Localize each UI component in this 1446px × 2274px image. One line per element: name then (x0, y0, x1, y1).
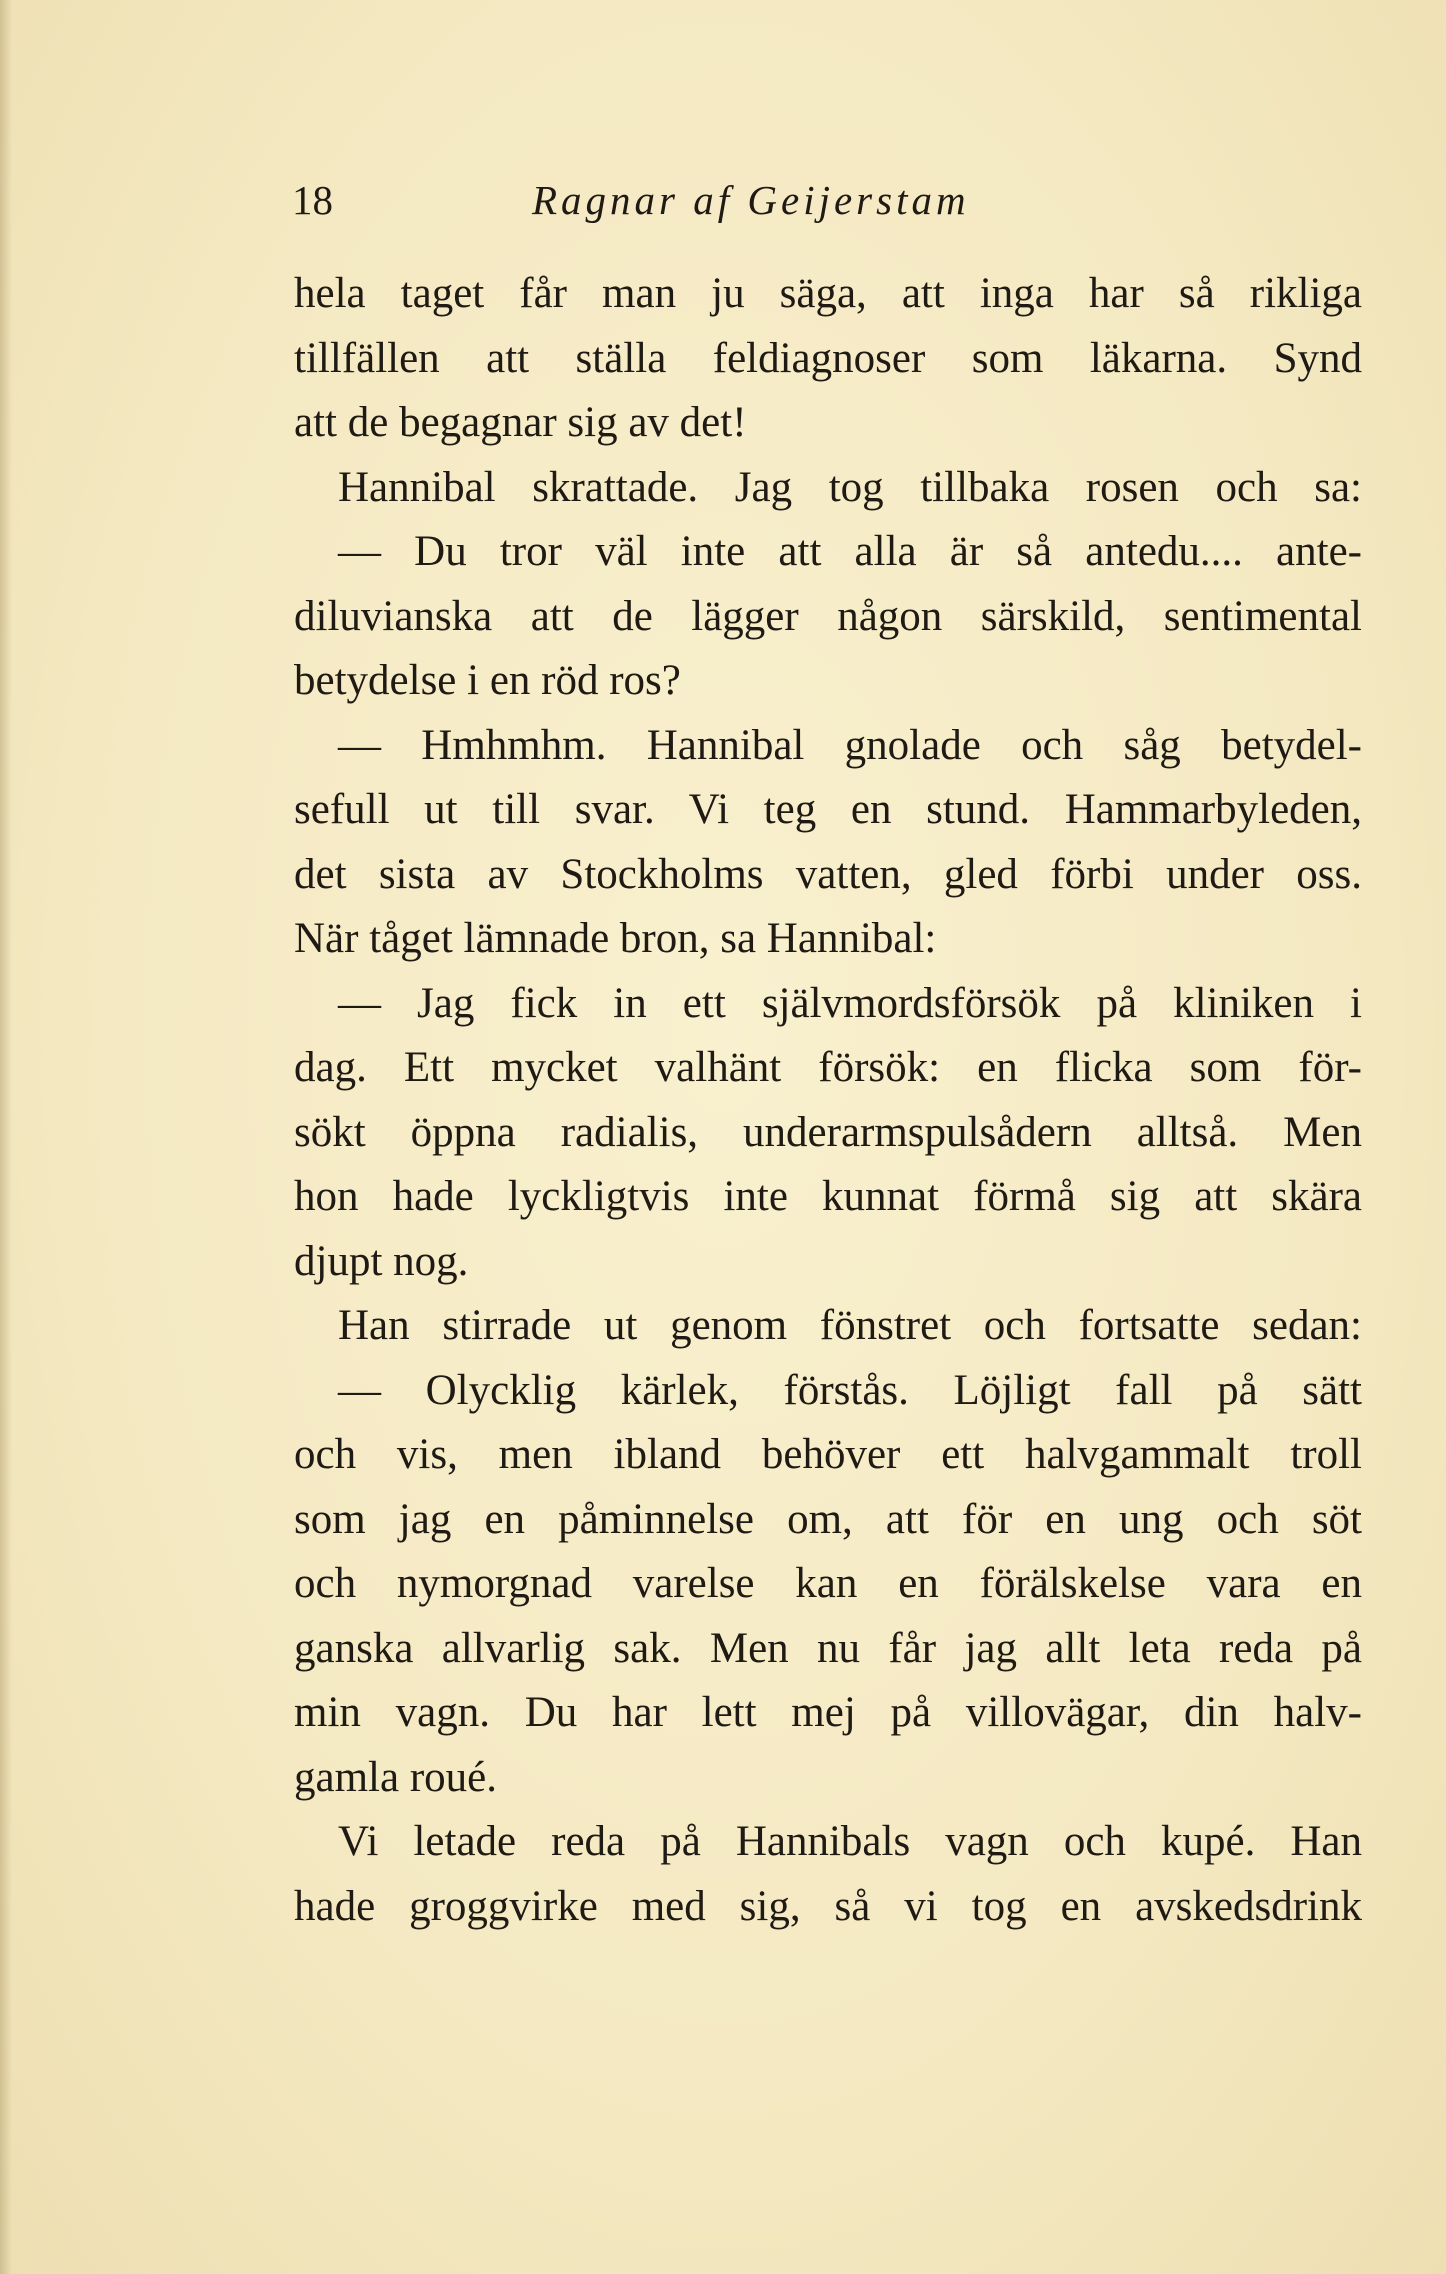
text-line: sökt öppna radialis, underarmspulsådern alltså. Men (294, 1108, 1362, 1156)
text-line: min vagn. Du har lett mej på villovägar, din halv- (294, 1689, 1362, 1736)
body-text (294, 262, 1362, 1939)
text-line: — Hmhmhm. Hannibal gnolade och såg betydel- (338, 721, 1362, 769)
text-line: att de begagnar sig av det! (294, 399, 747, 446)
text-line: djupt nog. (294, 1237, 469, 1285)
text-line: och vis, men ibland behöver ett halvgammalt troll (294, 1431, 1362, 1478)
text-line: Han stirrade ut genom fönstret och fortsatte sedan: (338, 1302, 1362, 1349)
text-line: hon hade lyckligtvis inte kunnat förmå sig att skära (294, 1173, 1362, 1220)
page-number: 18 (292, 177, 333, 223)
text-line: och nymorgnad varelse kan en förälskelse vara en (294, 1560, 1362, 1607)
text-line: — Jag fick in ett självmordsförsök på kliniken i (338, 979, 1362, 1027)
text-line: ganska allvarlig sak. Men nu får jag allt leta reda på (294, 1624, 1362, 1672)
text-line: tillfällen att ställa feldiagnoser som läkarna. Synd (294, 334, 1362, 382)
text-line: sefull ut till svar. Vi teg en stund. Hammarbyleden, (294, 786, 1362, 833)
text-line: hela taget får man ju säga, att inga har så rikliga (294, 270, 1362, 317)
text-line: — Du tror väl inte att alla är så antedu.... ante- (338, 528, 1362, 575)
running-header (292, 170, 1352, 230)
text-line: betydelse i en röd ros? (294, 657, 681, 704)
text-line: det sista av Stockholms vatten, gled förbi under oss. (294, 850, 1362, 898)
text-line: hade groggvirke med sig, så vi tog en avskedsdrink (294, 1882, 1362, 1930)
text-line: När tåget lämnade bron, sa Hannibal: (294, 915, 937, 962)
text-line: diluvianska att de lägger någon särskild, sentimental (294, 592, 1362, 640)
text-line: — Olycklig kärlek, förstås. Löjligt fall på sätt (338, 1366, 1362, 1414)
page-edge-shadow (0, 0, 12, 2274)
text-line: dag. Ett mycket valhänt försök: en flicka som för- (294, 1044, 1362, 1091)
text-line: Vi letade reda på Hannibals vagn och kupé. Han (338, 1818, 1362, 1865)
text-line: gamla roué. (294, 1753, 497, 1801)
text-line: Hannibal skrattade. Jag tog tillbaka rosen och sa: (338, 463, 1362, 511)
text-line: som jag en påminnelse om, att för en ung och söt (294, 1495, 1362, 1543)
running-title: Ragnar af Geijerstam (532, 177, 970, 223)
